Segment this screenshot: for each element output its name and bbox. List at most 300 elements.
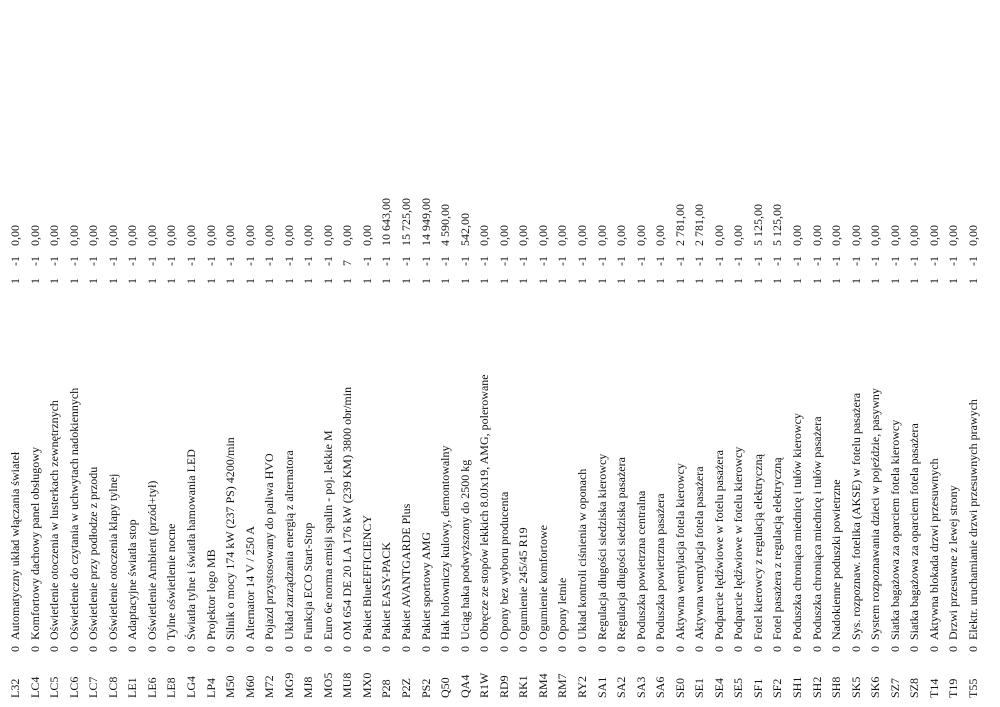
price-value: 0,00 bbox=[27, 225, 42, 246]
flag-value: -1 bbox=[692, 256, 707, 266]
flag-value: 7 bbox=[340, 260, 355, 266]
price-value: 0,00 bbox=[711, 225, 726, 246]
zero-value: 0 bbox=[399, 646, 413, 652]
option-description: Opony letnie bbox=[555, 577, 570, 640]
option-description: Ogumienie komfortowe bbox=[535, 525, 550, 640]
quantity: 1 bbox=[965, 278, 980, 284]
option-code: RM4 bbox=[535, 673, 550, 698]
table-row bbox=[65, 128, 83, 698]
zero-value: 0 bbox=[750, 646, 765, 652]
flag-value: -1 bbox=[711, 256, 726, 266]
flag-value: -1 bbox=[418, 256, 433, 266]
table-row bbox=[514, 128, 532, 698]
flag-value: -1 bbox=[105, 256, 120, 266]
price-value: 0,00 bbox=[633, 225, 648, 246]
zero-value: 0 bbox=[203, 646, 218, 652]
option-description: Światła tylne i światła hamowania LED bbox=[183, 449, 198, 640]
price-value: 0,00 bbox=[359, 225, 374, 246]
table-row bbox=[651, 128, 669, 698]
zero-value: 0 bbox=[848, 646, 863, 652]
flag-value: -1 bbox=[672, 256, 687, 266]
table-row bbox=[456, 128, 474, 698]
option-code: M60 bbox=[242, 675, 257, 698]
option-code: SK6 bbox=[868, 676, 883, 698]
zero-value: 0 bbox=[516, 646, 531, 652]
zero-value: 0 bbox=[829, 646, 844, 652]
table-row bbox=[221, 128, 239, 698]
option-code: LC6 bbox=[66, 676, 81, 698]
flag-value: -1 bbox=[8, 256, 22, 266]
flag-value: -1 bbox=[731, 256, 746, 266]
option-code: SE1 bbox=[692, 677, 707, 698]
zero-value: 0 bbox=[790, 646, 804, 652]
price-value: 0,00 bbox=[868, 225, 883, 246]
zero-value: 0 bbox=[8, 646, 22, 652]
zero-value: 0 bbox=[457, 646, 472, 652]
quantity: 1 bbox=[750, 278, 765, 284]
table-row bbox=[534, 128, 552, 698]
option-description: Euro 6e norma emisji spalin - poj. lekkie M bbox=[320, 430, 335, 640]
quantity: 1 bbox=[907, 278, 922, 284]
quantity: 1 bbox=[144, 278, 159, 284]
zero-value: 0 bbox=[281, 646, 296, 652]
quantity: 1 bbox=[496, 278, 511, 284]
flag-value: -1 bbox=[438, 256, 453, 266]
price-value: 0,00 bbox=[496, 225, 511, 246]
table-row bbox=[84, 128, 102, 698]
price-value: 0,00 bbox=[8, 225, 22, 246]
flag-value: -1 bbox=[633, 256, 648, 266]
option-code: SE5 bbox=[731, 677, 746, 698]
flag-value: -1 bbox=[516, 256, 531, 266]
zero-value: 0 bbox=[164, 646, 179, 652]
table-row bbox=[162, 128, 180, 698]
option-code: LE1 bbox=[125, 677, 140, 698]
table-row bbox=[104, 128, 122, 698]
option-code: MX0 bbox=[359, 672, 374, 698]
zero-value: 0 bbox=[340, 646, 355, 652]
table-row bbox=[925, 128, 943, 698]
table-row bbox=[593, 128, 611, 698]
quantity: 1 bbox=[125, 278, 140, 284]
flag-value: -1 bbox=[66, 256, 81, 266]
option-code: LC8 bbox=[105, 676, 120, 698]
price-value: 0,00 bbox=[320, 225, 335, 246]
option-description: Aktywna blokada drzwi przesuwnych bbox=[926, 458, 941, 640]
option-description: Drzwi przesuwne z lewej strony bbox=[946, 485, 961, 640]
option-code: LC5 bbox=[47, 676, 62, 698]
zero-value: 0 bbox=[907, 646, 922, 652]
table-row bbox=[788, 128, 806, 698]
price-value: 5 125,00 bbox=[750, 204, 765, 246]
table-row bbox=[202, 128, 220, 698]
option-code: PS2 bbox=[418, 678, 433, 698]
flag-value: -1 bbox=[848, 256, 863, 266]
flag-value: -1 bbox=[320, 256, 335, 266]
table-row bbox=[729, 128, 747, 698]
table-row bbox=[45, 128, 63, 698]
quantity: 1 bbox=[66, 278, 81, 284]
quantity: 1 bbox=[379, 278, 394, 284]
price-value: 0,00 bbox=[848, 225, 863, 246]
price-value: 0,00 bbox=[965, 225, 980, 246]
option-description: Alternator 14 V / 250 A bbox=[242, 526, 257, 640]
flag-value: -1 bbox=[809, 256, 824, 266]
flag-value: -1 bbox=[144, 256, 159, 266]
table-row bbox=[573, 128, 591, 698]
option-description: Pakiet sportowy AMG bbox=[418, 532, 433, 640]
quantity: 1 bbox=[340, 278, 355, 284]
option-code: RD9 bbox=[496, 675, 511, 698]
price-value: 0,00 bbox=[907, 225, 922, 246]
option-description: Pakiet BlueEFFICIENCY bbox=[359, 515, 374, 640]
quantity: 1 bbox=[281, 278, 296, 284]
option-description: Poduszka chroniąca miednicę i tułów kierowcy bbox=[790, 413, 804, 640]
price-value: 0,00 bbox=[164, 225, 179, 246]
price-value: 10 643,00 bbox=[379, 198, 394, 246]
price-value: 15 725,00 bbox=[399, 198, 413, 246]
zero-value: 0 bbox=[359, 646, 374, 652]
zero-value: 0 bbox=[418, 646, 433, 652]
zero-value: 0 bbox=[809, 646, 824, 652]
option-description: Nadokienne poduszki powietrzne bbox=[829, 479, 844, 640]
table-row bbox=[26, 128, 44, 698]
flag-value: -1 bbox=[926, 256, 941, 266]
quantity: 1 bbox=[887, 278, 902, 284]
flag-value: -1 bbox=[242, 256, 257, 266]
quantity: 1 bbox=[27, 278, 42, 284]
option-code: LE8 bbox=[164, 677, 179, 698]
price-value: 0,00 bbox=[516, 225, 531, 246]
quantity: 1 bbox=[301, 278, 316, 284]
price-value: 0,00 bbox=[809, 225, 824, 246]
price-value: 0,00 bbox=[262, 225, 277, 246]
option-code: SA6 bbox=[653, 676, 668, 698]
zero-value: 0 bbox=[926, 646, 941, 652]
price-value: 0,00 bbox=[301, 225, 316, 246]
flag-value: -1 bbox=[399, 256, 413, 266]
option-description: Projektor logo MB bbox=[203, 549, 218, 640]
quantity: 1 bbox=[672, 278, 687, 284]
quantity: 1 bbox=[711, 278, 726, 284]
table-row bbox=[241, 128, 259, 698]
zero-value: 0 bbox=[574, 646, 589, 652]
table-row bbox=[944, 128, 962, 698]
table-row bbox=[847, 128, 865, 698]
option-description: Fotel kierowcy z regulacją elektryczną bbox=[750, 454, 765, 640]
option-description: System rozpoznawania dzieci w pojeździe, pasywny bbox=[868, 388, 883, 640]
option-description: Opony bez wyboru producenta bbox=[496, 491, 511, 640]
quantity: 1 bbox=[457, 278, 472, 284]
table-row bbox=[905, 128, 923, 698]
price-value: 5 125,00 bbox=[770, 204, 785, 246]
option-description: Poduszka chroniąca miednicę i tułów pasażera bbox=[809, 416, 824, 640]
table-row bbox=[436, 128, 454, 698]
flag-value: -1 bbox=[868, 256, 883, 266]
quantity: 1 bbox=[692, 278, 707, 284]
flag-value: -1 bbox=[164, 256, 179, 266]
quantity: 1 bbox=[535, 278, 550, 284]
zero-value: 0 bbox=[477, 646, 492, 652]
zero-value: 0 bbox=[672, 646, 687, 652]
zero-value: 0 bbox=[633, 646, 648, 652]
zero-value: 0 bbox=[731, 646, 746, 652]
option-description: Układ kontroli ciśnienia w oponach bbox=[574, 468, 589, 640]
option-code: RK1 bbox=[516, 675, 531, 698]
zero-value: 0 bbox=[183, 646, 198, 652]
quantity: 1 bbox=[477, 278, 492, 284]
option-code: MO5 bbox=[320, 672, 335, 698]
quantity: 1 bbox=[946, 278, 961, 284]
zero-value: 0 bbox=[262, 646, 277, 652]
quantity: 1 bbox=[359, 278, 374, 284]
table-row bbox=[417, 128, 435, 698]
option-code: SH8 bbox=[829, 676, 844, 698]
option-code: LE6 bbox=[144, 677, 159, 698]
price-value: 0,00 bbox=[594, 225, 609, 246]
zero-value: 0 bbox=[223, 646, 238, 652]
table-row bbox=[612, 128, 630, 698]
table-row bbox=[768, 128, 786, 698]
quantity: 1 bbox=[790, 278, 804, 284]
quantity: 1 bbox=[399, 278, 413, 284]
price-value: 0,00 bbox=[614, 225, 629, 246]
table-row bbox=[671, 128, 689, 698]
table-row bbox=[964, 128, 982, 698]
zero-value: 0 bbox=[868, 646, 883, 652]
zero-value: 0 bbox=[86, 646, 101, 652]
option-code: SA2 bbox=[614, 676, 629, 698]
option-description: Elektr. uruchamianie drzwi przesuwnych prawych bbox=[965, 399, 980, 640]
option-code: T55 bbox=[965, 678, 980, 698]
option-code: MJ8 bbox=[301, 676, 316, 698]
zero-value: 0 bbox=[496, 646, 511, 652]
option-code: Q50 bbox=[438, 677, 453, 698]
option-code: LC4 bbox=[27, 676, 42, 698]
table-row bbox=[319, 128, 337, 698]
quantity: 1 bbox=[47, 278, 62, 284]
table-row bbox=[632, 128, 650, 698]
table-row bbox=[495, 128, 513, 698]
price-value: 2 781,00 bbox=[692, 204, 707, 246]
flag-value: -1 bbox=[183, 256, 198, 266]
price-value: 0,00 bbox=[574, 225, 589, 246]
price-value: 542,00 bbox=[457, 213, 472, 246]
option-code: P2Z bbox=[399, 677, 413, 698]
flag-value: -1 bbox=[555, 256, 570, 266]
quantity: 1 bbox=[770, 278, 785, 284]
option-description: Aktywna wentylacja fotela kierowcy bbox=[672, 463, 687, 640]
quantity: 1 bbox=[926, 278, 941, 284]
flag-value: -1 bbox=[203, 256, 218, 266]
quantity: 1 bbox=[223, 278, 238, 284]
price-value: 2 781,00 bbox=[672, 204, 687, 246]
option-description: Oświetlenie otoczenia klapy tylnej bbox=[105, 473, 120, 640]
flag-value: -1 bbox=[86, 256, 101, 266]
option-description: Hak holowniczy kulowy, demontowalny bbox=[438, 445, 453, 640]
table-row bbox=[710, 128, 728, 698]
price-value: 4 590,00 bbox=[438, 204, 453, 246]
option-description: Fotel pasażera z regulacją elektryczną bbox=[770, 457, 785, 640]
flag-value: -1 bbox=[907, 256, 922, 266]
option-code: SH1 bbox=[790, 676, 804, 698]
option-code: MU8 bbox=[340, 672, 355, 698]
quantity: 1 bbox=[848, 278, 863, 284]
zero-value: 0 bbox=[66, 646, 81, 652]
table-row bbox=[182, 128, 200, 698]
option-code: T14 bbox=[926, 678, 941, 698]
option-code: M50 bbox=[223, 675, 238, 698]
option-description: Sys. rozpoznaw. fotelika (AKSE) w fotelu pasażera bbox=[848, 392, 863, 640]
option-description: Pakiet AVANTGARDE Plus bbox=[399, 503, 413, 640]
quantity: 1 bbox=[262, 278, 277, 284]
option-code: RM7 bbox=[555, 673, 570, 698]
table-row bbox=[6, 128, 24, 698]
flag-value: -1 bbox=[379, 256, 394, 266]
quantity: 1 bbox=[653, 278, 668, 284]
price-value: 0,00 bbox=[242, 225, 257, 246]
quantity: 1 bbox=[809, 278, 824, 284]
price-value: 0,00 bbox=[144, 225, 159, 246]
flag-value: -1 bbox=[790, 256, 804, 266]
price-value: 0,00 bbox=[926, 225, 941, 246]
price-value: 0,00 bbox=[946, 225, 961, 246]
quantity: 1 bbox=[242, 278, 257, 284]
quantity: 1 bbox=[516, 278, 531, 284]
zero-value: 0 bbox=[125, 646, 140, 652]
flag-value: -1 bbox=[281, 256, 296, 266]
table-row bbox=[475, 128, 493, 698]
option-description: Poduszka powietrzna centralna bbox=[633, 490, 648, 640]
quantity: 1 bbox=[320, 278, 335, 284]
table-row bbox=[280, 128, 298, 698]
quantity: 1 bbox=[574, 278, 589, 284]
zero-value: 0 bbox=[320, 646, 335, 652]
flag-value: -1 bbox=[359, 256, 374, 266]
option-description: Pakiet EASY-PACK bbox=[379, 542, 394, 640]
flag-value: -1 bbox=[653, 256, 668, 266]
option-description: Oświetlenie przy podłodze z przodu bbox=[86, 466, 101, 640]
flag-value: -1 bbox=[27, 256, 42, 266]
zero-value: 0 bbox=[379, 646, 394, 652]
zero-value: 0 bbox=[47, 646, 62, 652]
option-code: RY2 bbox=[574, 675, 589, 698]
price-value: 0,00 bbox=[731, 225, 746, 246]
price-value: 0,00 bbox=[47, 225, 62, 246]
option-code: SF1 bbox=[750, 678, 765, 698]
option-code: SA3 bbox=[633, 676, 648, 698]
option-description: Automatyczny układ włączania świateł bbox=[8, 451, 22, 640]
option-code: SA1 bbox=[594, 676, 609, 698]
price-value: 0,00 bbox=[223, 225, 238, 246]
zero-value: 0 bbox=[105, 646, 120, 652]
flag-value: -1 bbox=[829, 256, 844, 266]
option-description: Siatka bagażowa za oparciem fotela kierowcy bbox=[887, 419, 902, 640]
option-description: Aktywna wentylacja fotela pasażera bbox=[692, 466, 707, 640]
flag-value: -1 bbox=[477, 256, 492, 266]
price-value: 0,00 bbox=[829, 225, 844, 246]
price-value: 0,00 bbox=[887, 225, 902, 246]
price-value: 0,00 bbox=[653, 225, 668, 246]
table-row bbox=[123, 128, 141, 698]
zero-value: 0 bbox=[965, 646, 980, 652]
table-row bbox=[866, 128, 884, 698]
zero-value: 0 bbox=[535, 646, 550, 652]
price-value: 0,00 bbox=[66, 225, 81, 246]
table-row bbox=[553, 128, 571, 698]
quantity: 1 bbox=[164, 278, 179, 284]
zero-value: 0 bbox=[770, 646, 785, 652]
zero-value: 0 bbox=[555, 646, 570, 652]
flag-value: -1 bbox=[496, 256, 511, 266]
flag-value: -1 bbox=[457, 256, 472, 266]
option-code: P28 bbox=[379, 679, 394, 698]
quantity: 1 bbox=[203, 278, 218, 284]
option-description: Poduszka powietrzna pasażera bbox=[653, 493, 668, 640]
quantity: 1 bbox=[829, 278, 844, 284]
zero-value: 0 bbox=[653, 646, 668, 652]
flag-value: -1 bbox=[946, 256, 961, 266]
price-value: 0,00 bbox=[281, 225, 296, 246]
option-code: SE0 bbox=[672, 677, 687, 698]
option-code: M72 bbox=[262, 675, 277, 698]
option-code: L32 bbox=[8, 678, 22, 698]
option-description: Uciąg haka podwyższony do 2500 kg bbox=[457, 459, 472, 640]
quantity: 1 bbox=[633, 278, 648, 284]
price-value: 0,00 bbox=[340, 225, 355, 246]
flag-value: -1 bbox=[965, 256, 980, 266]
flag-value: -1 bbox=[301, 256, 316, 266]
flag-value: -1 bbox=[887, 256, 902, 266]
price-value: 0,00 bbox=[203, 225, 218, 246]
option-description: Regulacja długości siedziska pasażera bbox=[614, 457, 629, 640]
table-row bbox=[808, 128, 826, 698]
quantity: 1 bbox=[86, 278, 101, 284]
flag-value: -1 bbox=[262, 256, 277, 266]
zero-value: 0 bbox=[887, 646, 902, 652]
option-code: SK5 bbox=[848, 676, 863, 698]
option-description: Podparcie lędźwiowe w fotelu kierowcy bbox=[731, 446, 746, 640]
table-row bbox=[299, 128, 317, 698]
option-code: QA4 bbox=[457, 674, 472, 698]
option-description: OM 654 DE 20 LA 176 kW (239 KM) 3800 obr/min bbox=[340, 386, 355, 640]
option-description: Oświetlenie otoczenia w lusterkach zewnętrznych bbox=[47, 400, 62, 640]
price-value: 14 949,00 bbox=[418, 198, 433, 246]
table-row bbox=[143, 128, 161, 698]
price-value: 0,00 bbox=[555, 225, 570, 246]
zero-value: 0 bbox=[27, 646, 42, 652]
option-code: MG9 bbox=[281, 672, 296, 698]
quantity: 1 bbox=[594, 278, 609, 284]
quantity: 1 bbox=[868, 278, 883, 284]
quantity: 1 bbox=[105, 278, 120, 284]
zero-value: 0 bbox=[144, 646, 159, 652]
table-row bbox=[886, 128, 904, 698]
option-description: Pojazd przystosowany do paliwa HVO bbox=[262, 453, 277, 640]
option-description: Układ zarządzania energią z alternatora bbox=[281, 450, 296, 640]
zero-value: 0 bbox=[614, 646, 629, 652]
option-description: Siatka bagażowa za oparciem fotela pasażera bbox=[907, 423, 922, 640]
option-code: T19 bbox=[946, 678, 961, 698]
flag-value: -1 bbox=[223, 256, 238, 266]
table-row bbox=[397, 128, 415, 698]
zero-value: 0 bbox=[594, 646, 609, 652]
option-description: Silnik o mocy 174 kW (237 PS) 4200/min bbox=[223, 437, 238, 640]
flag-value: -1 bbox=[47, 256, 62, 266]
option-description: Podparcie lędźwiowe w fotelu pasażera bbox=[711, 450, 726, 640]
flag-value: -1 bbox=[750, 256, 765, 266]
zero-value: 0 bbox=[946, 646, 961, 652]
